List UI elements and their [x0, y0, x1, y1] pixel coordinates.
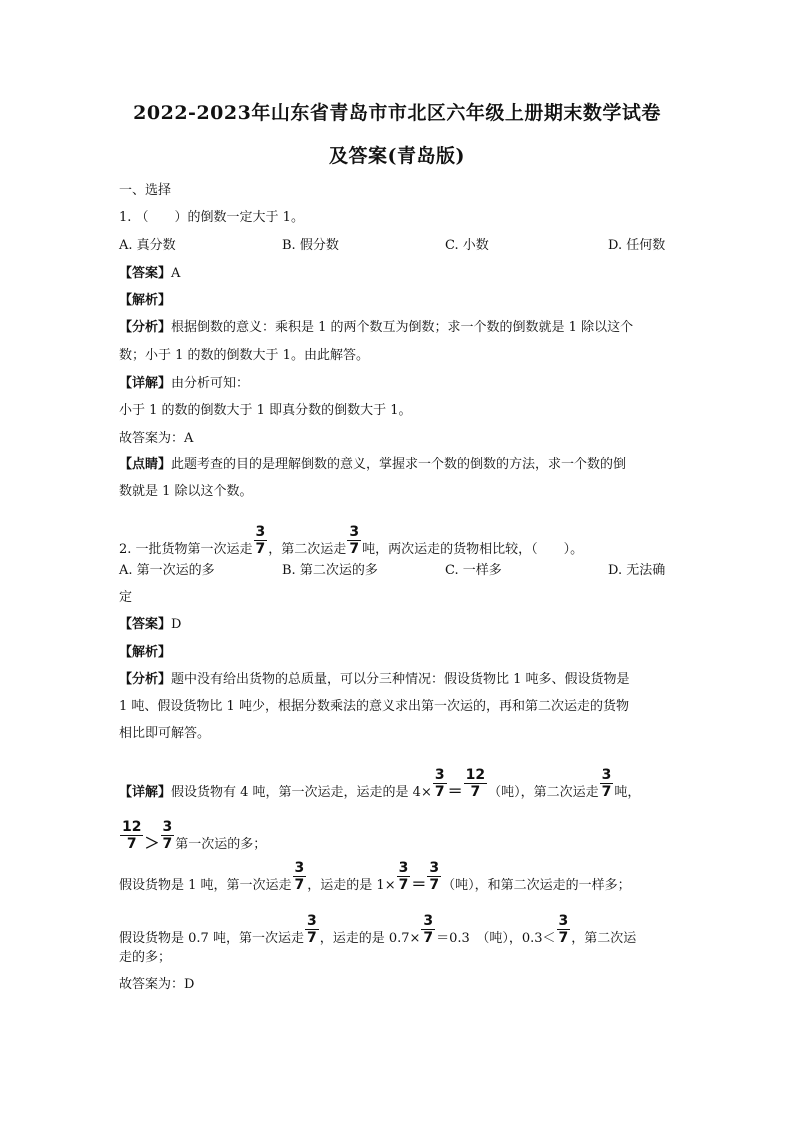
q1-stem: 1. （ ）的倒数一定大于 1。	[119, 210, 304, 225]
q2-case3	[119, 913, 637, 955]
q1-analysis-tag: 【解析】	[119, 293, 172, 308]
q2-case1-compare	[119, 819, 267, 861]
q2-fenxi-1	[119, 668, 630, 687]
q1-option-b: B. 假分数	[282, 238, 339, 253]
q1-answer	[119, 262, 180, 281]
q1-fenxi-tag: 【分析】	[119, 320, 172, 335]
q1-option-d: D. 任何数	[608, 238, 666, 253]
q2-xiangjie-tag: 【详解】	[119, 785, 172, 800]
q2-case2-c: （吨），和第二次运走的一样多；	[442, 878, 631, 893]
q2-case1	[119, 767, 641, 809]
q2-case1-b: （吨），第二次运走	[488, 785, 599, 800]
q2-case2-a: 假设货物是 1 吨，第一次运走	[119, 878, 292, 893]
q2-fenxi-2: 1 吨、假设货物比 1 吨少，根据分数乘法的意义求出第一次运的，再和第二次运走的货物	[119, 699, 629, 714]
q2-case1-c: 吨，	[614, 785, 641, 800]
section-heading: 一、选择	[119, 183, 172, 198]
q1-dianjing-2: 数就是 1 除以这个数。	[119, 484, 253, 499]
greater-than-sign: ＞	[144, 834, 160, 852]
fraction-3-7: $\frac{3}{7}$	[294, 860, 305, 893]
q2-case2-b: ，运走的是 1×	[307, 878, 396, 893]
q2-case1-a: 假设货物有 4 吨，第一次运走，运走的是 4×	[171, 785, 432, 800]
q1-answer-tag: 【答案】	[119, 266, 172, 281]
q2-option-d: D. 无法确	[608, 563, 666, 578]
fraction-12-7: $\frac{12}{7}$	[122, 819, 142, 852]
q2-case1-d: 第一次运的多；	[175, 837, 267, 852]
q1-xiangjie	[119, 372, 249, 391]
q2-case3-b: ，运走的是 0.7×	[319, 931, 421, 946]
q2-option-c: C. 一样多	[445, 563, 502, 578]
fraction-3-7: $\frac{3}{7}$	[162, 819, 173, 852]
q1-fenxi-1	[119, 316, 633, 335]
q1-conclusion: 故答案为：A	[119, 431, 194, 446]
fraction-3-7: $\frac{3}{7}$	[558, 913, 569, 946]
q2-stem-c: 吨，两次运走的货物相比较，（ ）。	[362, 542, 584, 557]
q1-option-a: A. 真分数	[119, 238, 176, 253]
fraction-3-7: $\frac{3}{7}$	[423, 913, 434, 946]
q2-option-wrap: 定	[119, 590, 133, 605]
q2-stem-a: 2. 一批货物第一次运走	[119, 542, 253, 557]
q1-dianjing-1	[119, 453, 626, 472]
q2-case3-d: ，第二次运	[571, 931, 637, 946]
q1-xiangjie-text: 由分析可知：	[171, 376, 250, 391]
q2-stem-b: ，第二次运走	[268, 542, 347, 557]
q2-case3-a: 假设货物是 0.7 吨，第一次运走	[119, 931, 304, 946]
q2-answer	[119, 613, 181, 632]
equals-sign: ＝	[447, 782, 463, 800]
q1-detail: 小于 1 的数的倒数大于 1 即真分数的倒数大于 1。	[119, 403, 412, 418]
q1-xiangjie-tag: 【详解】	[119, 376, 172, 391]
q2-fenxi-3: 相比即可解答。	[119, 726, 211, 741]
q1-option-c: C. 小数	[445, 238, 489, 253]
q1-answer-value: A	[171, 266, 181, 281]
q2-answer-tag: 【答案】	[119, 617, 172, 632]
fraction-3-7: $\frac{3}{7}$	[434, 767, 445, 800]
q2-answer-value: D	[171, 617, 182, 632]
q1-dianjing-text-1: 此题考查的目的是理解倒数的意义，掌握求一个数的倒数的方法，求一个数的倒	[171, 457, 627, 472]
q2-case3-wrap: 走的多；	[119, 950, 172, 965]
fraction-3-7: $\frac{3}{7}$	[349, 524, 360, 557]
fraction-3-7: $\frac{3}{7}$	[601, 767, 612, 800]
q1-dianjing-tag: 【点睛】	[119, 457, 172, 472]
fraction-3-7: $\frac{3}{7}$	[306, 913, 317, 946]
q1-fenxi-2: 数；小于 1 的数的倒数大于 1。由此解答。	[119, 348, 369, 363]
title-line-2: 及答案(青岛版)	[329, 145, 465, 167]
q2-analysis-tag: 【解析】	[119, 645, 172, 660]
fraction-12-7: $\frac{12}{7}$	[465, 767, 486, 800]
fraction-3-7: $\frac{3}{7}$	[398, 860, 409, 893]
q2-fenxi-tag: 【分析】	[119, 672, 172, 687]
q2-conclusion: 故答案为：D	[119, 977, 195, 992]
q1-fenxi-text-1: 根据倒数的意义：乘积是 1 的两个数互为倒数；求一个数的倒数就是 1 除以这个	[171, 320, 634, 335]
q2-fenxi-text-1: 题中没有给出货物的总质量，可以分三种情况：假设货物比 1 吨多、假设货物是	[171, 672, 630, 687]
q2-option-a: A. 第一次运的多	[119, 563, 215, 578]
q2-case2	[119, 860, 631, 902]
fraction-3-7: $\frac{3}{7}$	[429, 860, 440, 893]
title-line-1: 2022-2023年山东省青岛市市北区六年级上册期末数学试卷	[133, 102, 661, 124]
fraction-3-7: $\frac{3}{7}$	[255, 524, 266, 557]
q2-case3-c: ＝0.3 （吨），0.3＜	[436, 931, 556, 946]
equals-sign: ＝	[411, 875, 427, 893]
q2-option-b: B. 第二次运的多	[282, 563, 378, 578]
